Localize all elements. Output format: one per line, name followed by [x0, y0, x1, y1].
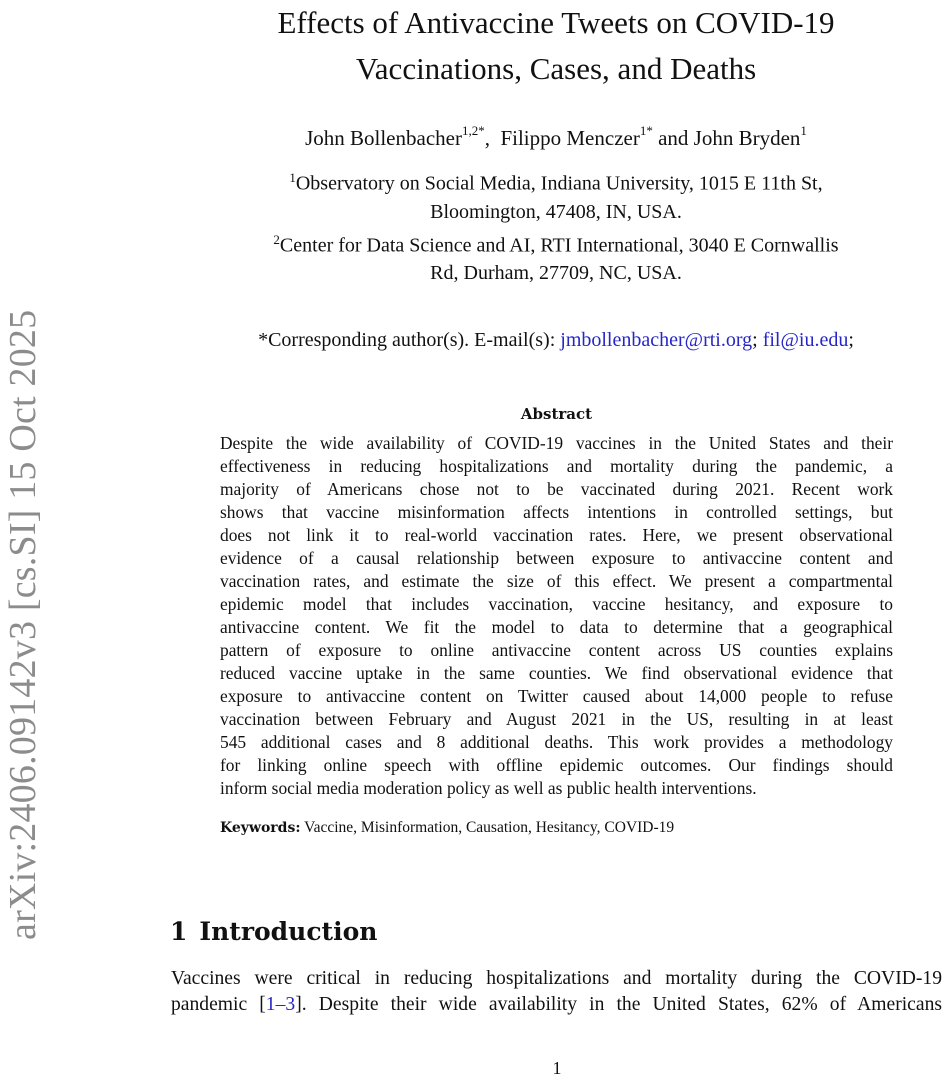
author-name: Filippo Menczer — [500, 126, 640, 150]
affiliation-line: Bloomington, 47408, IN, USA. — [430, 200, 682, 223]
abstract-line: reduced vaccine uptake in the same counties. We find observational evidence that — [220, 663, 893, 683]
abstract-line: effectiveness in reducing hospitalizations and mortality during the pandemic, a — [220, 456, 893, 476]
paragraph-line — [171, 992, 942, 1018]
affiliation-marker: 1 — [289, 170, 296, 185]
affiliation-line: Rd, Durham, 27709, NC, USA. — [430, 262, 682, 285]
email-list-terminator: ; — [848, 329, 854, 351]
abstract-line: exposure to antivaccine content on Twitter caused about 14,000 people to refuse — [220, 686, 893, 706]
paper-title-line-2: Vaccinations, Cases, and Deaths — [355, 51, 757, 86]
abstract-line: antivaccine content. We fit the model to data to determine that a geographical — [220, 617, 893, 637]
keywords-label: Keywords: — [220, 820, 301, 836]
author-affiliation-marker: 1* — [639, 123, 653, 138]
affiliation-item — [190, 164, 922, 226]
paragraph-text: pandemic [ — [171, 994, 266, 1015]
section-heading-introduction — [170, 914, 377, 950]
section-title: Introduction — [199, 917, 378, 946]
abstract-line: epidemic model that includes vaccination, vaccine hesitancy, and exposure to — [220, 594, 893, 614]
abstract-line: evidence of a causal relationship between exposure to antivaccine content and — [220, 548, 893, 568]
paper-title — [170, 0, 942, 92]
page-number: 1 — [552, 1058, 562, 1078]
abstract-line: vaccination rates, and estimate the size of this effect. We present a compartmental — [220, 571, 893, 591]
email-link-menczer[interactable]: fil@iu.edu — [762, 329, 849, 351]
author-name: John Bryden — [693, 126, 801, 150]
corresponding-label: *Corresponding author(s). E-mail(s): — [258, 329, 561, 351]
affiliation-line: Observatory on Social Media, Indiana University, 1015 E 11th St, — [295, 172, 823, 195]
affiliation-item — [190, 226, 922, 288]
abstract-line: Despite the wide availability of COVID-19 vaccines in the United States and their — [220, 433, 893, 453]
abstract-line: pattern of exposure to online antivaccine content across US counties explains — [220, 640, 893, 660]
author-affiliation-marker: 1 — [800, 123, 807, 138]
paragraph-line: Vaccines were critical in reducing hospitalizations and mortality during the COVID-19 — [171, 968, 942, 989]
abstract-line: vaccination between February and August 2021 in the US, resulting in at least — [220, 709, 893, 729]
email-link-bollenbacher[interactable]: jmbollenbacher@rti.org — [560, 329, 753, 351]
author-name: John Bollenbacher — [305, 126, 462, 150]
abstract-line: majority of Americans chose not to be vaccinated during 2021. Recent work — [220, 479, 893, 499]
citation-link[interactable]: 1–3 — [265, 994, 296, 1015]
section-number: 1 — [170, 917, 188, 946]
affiliation-marker: 2 — [273, 231, 280, 247]
email-separator: ; — [752, 329, 763, 351]
abstract-line: shows that vaccine misinformation affects intentions in controlled settings, but — [220, 502, 893, 522]
paper-title-line-1: Effects of Antivaccine Tweets on COVID-19 — [277, 5, 835, 40]
corresponding-authors — [170, 326, 942, 354]
introduction-paragraph — [171, 966, 942, 1018]
keywords — [220, 818, 674, 838]
arxiv-identifier-stamp: arXiv:2406.09142v3 [cs.SI] 15 Oct 2025 — [2, 309, 44, 940]
abstract-line: does not link it to real-world vaccination rates. Here, we present observational — [220, 525, 893, 545]
author-separator: and — [652, 126, 694, 150]
author-affiliation-marker: 1,2* — [461, 123, 485, 138]
abstract-line: inform social media moderation policy as well as public health interventions. — [220, 778, 757, 798]
keywords-value: Vaccine, Misinformation, Causation, Hesitancy, COVID-19 — [300, 819, 675, 836]
author-list — [170, 118, 942, 153]
abstract-body — [220, 432, 893, 800]
affiliation-list — [190, 164, 922, 287]
abstract-line: for linking online speech with offline epidemic outcomes. Our findings should — [220, 755, 893, 775]
paragraph-text: ]. Despite their wide availability in the United States, 62% of Americans — [295, 994, 942, 1015]
author-separator: , — [484, 126, 501, 150]
affiliation-line: Center for Data Science and AI, RTI International, 3040 E Cornwallis — [279, 234, 839, 257]
abstract-heading: Abstract — [520, 405, 593, 423]
abstract-line: 545 additional cases and 8 additional deaths. This work provides a methodology — [220, 732, 893, 752]
